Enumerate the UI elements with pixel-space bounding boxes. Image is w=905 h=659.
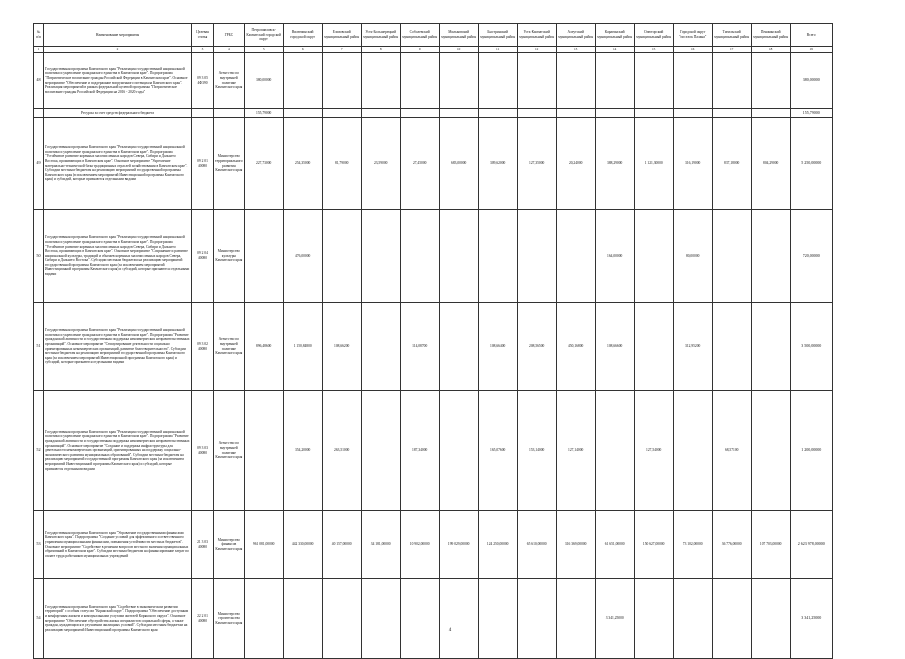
municipal-value xyxy=(673,391,712,511)
table-row xyxy=(34,511,833,579)
row-number: 48 xyxy=(34,53,44,109)
row-total: 2 623 978,00000 xyxy=(790,511,832,579)
municipal-value xyxy=(439,303,478,391)
budget-administrator: Министерство культуры Камчатского края xyxy=(214,210,245,303)
column-header: Наименование мероприятия xyxy=(44,24,192,47)
municipal-value xyxy=(751,109,790,118)
row-number: 49 xyxy=(34,118,44,210)
column-header: Быстринский муниципальный район xyxy=(478,24,517,47)
activity-name: Государственная программа Камчатского края "Реализация государственной национальной политики и укрепление гражданского единства в Камчатском крае". Подпрограмма "Устойчивое развитие коренных малочисленных народов Севера, Сибири и Дальнего Востока, проживающих в Камчатском крае". Основное мероприятие "Сохранение и развитие национальной культуры, традиций и обычаев коренных малочисленных народов Севера, Сибири и Дальнего Востока". Субсидии местным бюджетам на реализацию мероприятий государственной программы Камчатского края (за исключением мероприятий Инвестиционной программы Камчатского края) и субсидий, которые признаются отдельными видами xyxy=(44,210,192,303)
municipal-value: 476,00000 xyxy=(283,210,322,303)
municipal-value xyxy=(712,210,751,303)
municipal-value: 23,59000 xyxy=(361,118,400,210)
municipal-value xyxy=(283,109,322,118)
column-header: Вилючинский городской округ xyxy=(283,24,322,47)
row-total: 155,79000 xyxy=(790,109,832,118)
municipal-value xyxy=(751,579,790,659)
municipal-value xyxy=(478,579,517,659)
table-row xyxy=(34,118,833,210)
municipal-value: 81,79000 xyxy=(322,118,361,210)
column-header: Усть-Большерецкий муниципальный район xyxy=(361,24,400,47)
municipal-value: 34 181,00000 xyxy=(361,511,400,579)
table-row xyxy=(34,579,833,659)
budget-administrator: Агентство по внутренней политике Камчатского края xyxy=(214,391,245,511)
column-number: 1 xyxy=(34,47,44,53)
municipal-value xyxy=(361,391,400,511)
municipal-value xyxy=(517,109,556,118)
municipal-value: 68,57100 xyxy=(712,391,751,511)
column-header: Городской округ "поселок Палана" xyxy=(673,24,712,47)
budget-administrator: Министерство территориального развития Камчатского края xyxy=(214,118,245,210)
municipal-value xyxy=(634,53,673,109)
municipal-value: 837,18000 xyxy=(712,118,751,210)
municipal-value: 1 150,84800 xyxy=(283,303,322,391)
municipal-value xyxy=(322,109,361,118)
municipal-value xyxy=(634,303,673,391)
municipal-value xyxy=(322,210,361,303)
column-header: Карагинский муниципальный район xyxy=(595,24,634,47)
row-total: 3 500,00000 xyxy=(790,303,832,391)
municipal-value xyxy=(751,210,790,303)
column-number: 3 xyxy=(192,47,214,53)
municipal-value xyxy=(556,109,595,118)
column-number: 19 xyxy=(790,47,832,53)
municipal-value: 127,35000 xyxy=(517,118,556,210)
municipal-value: 316,19000 xyxy=(673,118,712,210)
municipal-value: 65 610,00000 xyxy=(517,511,556,579)
municipal-value: 227,73000 xyxy=(244,118,283,210)
municipal-value: 73 102,00000 xyxy=(673,511,712,579)
column-number: 7 xyxy=(322,47,361,53)
column-header: Всего xyxy=(790,24,832,47)
column-number: 12 xyxy=(517,47,556,53)
municipal-value: 263,51000 xyxy=(322,391,361,511)
municipal-value xyxy=(751,303,790,391)
row-total: 380,00000 xyxy=(790,53,832,109)
column-header: Усть-Камчатский муниципальный район xyxy=(517,24,556,47)
municipal-value: 107 703,00000 xyxy=(751,511,790,579)
municipal-value: 165,07600 xyxy=(478,391,517,511)
row-number: 52 xyxy=(34,391,44,511)
municipal-value xyxy=(439,210,478,303)
municipal-value xyxy=(595,53,634,109)
municipal-value: 80,00000 xyxy=(673,210,712,303)
municipal-value xyxy=(439,109,478,118)
municipal-value: 254,35000 xyxy=(283,118,322,210)
table-row xyxy=(34,53,833,109)
budget-administrator xyxy=(214,109,245,118)
page-number: 4 xyxy=(448,628,452,633)
municipal-value xyxy=(556,53,595,109)
municipal-value: 683,00000 xyxy=(439,118,478,210)
activity-name: Государственная программа Камчатского края "Реализация государственной национальной политики и укрепление гражданского единства в Камчатском крае". Подпрограмма "Развитие гражданской активности и государственная поддержка некоммерческих неправительственных организаций". Основное мероприятие "Стимулирование деятельности социально ориентированных некоммерческих организаций, развитие благотворительности". Субсидии местным бюджетам на реализацию мероприятий государственной программы Камчатского края (за исключением мероприятий Инвестиционной программы Камчатского края) и субсидий, которые признаются отдельными видами xyxy=(44,303,192,391)
target-article-code xyxy=(192,109,214,118)
municipal-value: 153,14000 xyxy=(517,391,556,511)
table-row xyxy=(34,303,833,391)
municipal-value: 124 250,00000 xyxy=(478,511,517,579)
column-number: 17 xyxy=(712,47,751,53)
target-article-code: 09 3 05 4Ф390 xyxy=(192,53,214,109)
municipal-value: 36 776,00000 xyxy=(712,511,751,579)
column-number: 14 xyxy=(595,47,634,53)
municipal-value: 164,00000 xyxy=(595,210,634,303)
municipal-value: 309,62000 xyxy=(478,118,517,210)
activity-name: Государственная программа Камчатского края "Управление государственными финансами Камчатского края". Подпрограмма "Создание условий для эффективного и ответственного управления муниципальными финансами, повышения устойчивости местных бюджетов". Основное мероприятие "Содействие в решении вопросов местного значения муниципальных образований в Камчатском крае". Субсидии местным бюджетам на финансирование затрат по оплате труда работников муниципальных учреждений xyxy=(44,511,192,579)
target-article-code: 21 3 03 40080 xyxy=(192,511,214,579)
municipal-value xyxy=(400,210,439,303)
municipal-value xyxy=(556,210,595,303)
column-number: 8 xyxy=(361,47,400,53)
municipal-value: 27,45000 xyxy=(400,118,439,210)
municipal-value: 380,00000 xyxy=(244,53,283,109)
table-row xyxy=(34,210,833,303)
municipal-value xyxy=(439,391,478,511)
column-number: 11 xyxy=(478,47,517,53)
municipal-value: 114,08700 xyxy=(400,303,439,391)
municipal-value xyxy=(712,109,751,118)
municipal-value: 3 341,25000 xyxy=(595,579,634,659)
column-number: 2 xyxy=(44,47,192,53)
row-total: 720,00000 xyxy=(790,210,832,303)
municipal-value xyxy=(478,210,517,303)
municipal-value xyxy=(361,303,400,391)
column-header: Олюторский муниципальный район xyxy=(634,24,673,47)
municipal-value: 108,66600 xyxy=(595,303,634,391)
municipal-value xyxy=(595,391,634,511)
column-number: 16 xyxy=(673,47,712,53)
municipal-value xyxy=(283,579,322,659)
municipal-value xyxy=(361,579,400,659)
column-number: 9 xyxy=(400,47,439,53)
column-header: Алеутский муниципальный район xyxy=(556,24,595,47)
target-article-code: 22 2 01 40080 xyxy=(192,579,214,659)
municipal-value xyxy=(322,53,361,109)
column-header: Пенжинский муниципальный район xyxy=(751,24,790,47)
municipal-value xyxy=(478,109,517,118)
municipal-value: 10 902,00000 xyxy=(400,511,439,579)
municipal-value: 127,14000 xyxy=(556,391,595,511)
column-number: 18 xyxy=(751,47,790,53)
municipal-value xyxy=(439,579,478,659)
municipal-value xyxy=(478,53,517,109)
municipal-value xyxy=(439,53,478,109)
municipal-value: 108,66200 xyxy=(322,303,361,391)
municipal-value xyxy=(712,53,751,109)
budget-administrator: Агентство по внутренней политике Камчатского края xyxy=(214,53,245,109)
budget-administrator: Министерство строительства Камчатского края xyxy=(214,579,245,659)
subtotal-row xyxy=(34,109,833,118)
municipal-value xyxy=(400,579,439,659)
municipal-value xyxy=(517,210,556,303)
municipal-value xyxy=(517,53,556,109)
municipal-value: 354,20000 xyxy=(283,391,322,511)
municipal-value xyxy=(634,579,673,659)
municipal-value xyxy=(244,579,283,659)
column-header: Елизовский муниципальный район xyxy=(322,24,361,47)
row-number: 53 xyxy=(34,511,44,579)
municipal-value xyxy=(400,53,439,109)
municipal-value xyxy=(322,579,361,659)
column-header: Соболевский муниципальный район xyxy=(400,24,439,47)
municipal-value: 108,66400 xyxy=(478,303,517,391)
municipal-value: 450,16800 xyxy=(556,303,595,391)
municipal-value xyxy=(283,53,322,109)
municipal-value: 896,48600 xyxy=(244,303,283,391)
column-header: Тигильский муниципальный район xyxy=(712,24,751,47)
municipal-value: 61 651,00000 xyxy=(595,511,634,579)
municipal-value: 150 627,00000 xyxy=(634,511,673,579)
target-article-code: 09 2 01 40080 xyxy=(192,118,214,210)
column-header: ГРБС xyxy=(214,24,245,47)
municipal-value xyxy=(400,109,439,118)
municipal-value: 40 157,00000 xyxy=(322,511,361,579)
column-number: 13 xyxy=(556,47,595,53)
municipal-value: 961 081,00000 xyxy=(244,511,283,579)
municipal-value xyxy=(556,579,595,659)
table-body xyxy=(34,53,833,659)
municipal-value xyxy=(673,53,712,109)
budget-table xyxy=(33,23,833,659)
column-header: № п/п xyxy=(34,24,44,47)
municipal-value xyxy=(634,210,673,303)
budget-administrator: Агентство по внутренней политике Камчатского края xyxy=(214,303,245,391)
municipal-value xyxy=(361,53,400,109)
municipal-value xyxy=(673,579,712,659)
municipal-value xyxy=(517,579,556,659)
table-row xyxy=(34,391,833,511)
header-row xyxy=(34,24,833,47)
row-number xyxy=(34,109,44,118)
municipal-value: 388,29000 xyxy=(595,118,634,210)
row-number: 51 xyxy=(34,303,44,391)
municipal-value xyxy=(751,53,790,109)
budget-administrator: Министерство финансов Камчатского края xyxy=(214,511,245,579)
municipal-value: 804,29000 xyxy=(751,118,790,210)
column-number: 4 xyxy=(214,47,245,53)
target-article-code: 09 2 04 40080 xyxy=(192,210,214,303)
activity-name: Государственная программа Камчатского края "Реализация государственной национальной политики и укрепление гражданского единства в Камчатском крае". Подпрограмма "Развитие гражданской активности и государственная поддержка некоммерческих неправительственных организаций". Основное мероприятие "Создание и поддержка инфраструктуры для деятельности некоммерческих организаций, ориентированных на поддержку социально-экономического развития муниципальных образований". Субсидии местным бюджетам на реализацию мероприятий государственной программы Камчатского края (за исключением мероприятий Инвестиционной программы Камчатского края) и субсидий, которые признаются отдельными видами xyxy=(44,391,192,511)
municipal-value xyxy=(673,109,712,118)
activity-name: Государственная программа Камчатского края "Содействие в экономическом развитии территорий" с особым статусом "Корякский округ". Подпрограмма "Обеспечение доступным и комфортным жильем и коммунальными услугами жителей Корякского округа". Основное мероприятие "Обеспечение обустройства жилья специалистов социальной сферы, а также граждан, нуждающихся в улучшении жилищных условий". Субсидии местным бюджетам на реализацию мероприятий Инвестиционной программы Камчатского края xyxy=(44,579,192,659)
municipal-value: 187,34000 xyxy=(400,391,439,511)
municipal-value: 155,79000 xyxy=(244,109,283,118)
row-number: 54 xyxy=(34,579,44,659)
activity-name: Государственная программа Камчатского края "Реализация государственной национальной политики и укрепление гражданского единства в Камчатском крае". Подпрограмма "Патриотическое воспитание граждан Российской Федерации в Камчатском крае". Основное мероприятие "Обеспечение и поддержание вооруженного потенциала Камчатского края". Реализация мероприятий в рамках федеральной целевой программы "Патриотическое воспитание граждан Российской Федерации на 2016 - 2020 годы" xyxy=(44,53,192,109)
municipal-value: 442 330,00000 xyxy=(283,511,322,579)
column-number: 15 xyxy=(634,47,673,53)
municipal-value xyxy=(712,579,751,659)
municipal-value: 199 029,00000 xyxy=(439,511,478,579)
municipal-value: 312,95200 xyxy=(673,303,712,391)
municipal-value xyxy=(361,210,400,303)
municipal-value: 1 121,30000 xyxy=(634,118,673,210)
municipal-value xyxy=(244,391,283,511)
column-header: Мильковский муниципальный район xyxy=(439,24,478,47)
column-number: 5 xyxy=(244,47,283,53)
activity-name: Государственная программа Камчатского края "Реализация государственной национальной политики и укрепление гражданского единства в Камчатском крае". Подпрограмма "Устойчивое развитие коренных малочисленных народов Севера, Сибири и Дальнего Востока, проживающих в Камчатском крае". Основное мероприятие "Укрепление материально-технической базы традиционных отраслей хозяйствования в Камчатском крае". Субсидии местным бюджетам на реализацию мероприятий государственной программы Камчатского края (в исключением мероприятий Инвестиционной программы Камчатского края) и субсидий, которые признаются отдельными видами xyxy=(44,118,192,210)
municipal-value: 127,54000 xyxy=(634,391,673,511)
municipal-value: 316 369,00000 xyxy=(556,511,595,579)
activity-name: Ресурсы за счет средств федерального бюджета xyxy=(44,109,192,118)
municipal-value xyxy=(361,109,400,118)
target-article-code: 09 3 02 40080 xyxy=(192,303,214,391)
municipal-value xyxy=(595,109,634,118)
row-total: 3 341,25000 xyxy=(790,579,832,659)
municipal-value xyxy=(751,391,790,511)
target-article-code: 09 3 03 40080 xyxy=(192,391,214,511)
municipal-value: 208,56500 xyxy=(517,303,556,391)
municipal-value: 20,24000 xyxy=(556,118,595,210)
row-total: 1 200,00000 xyxy=(790,391,832,511)
municipal-value xyxy=(712,303,751,391)
municipal-value xyxy=(634,109,673,118)
municipal-value xyxy=(244,210,283,303)
row-total: 5 250,00000 xyxy=(790,118,832,210)
column-header: Петропавловск-Камчатский городской округ xyxy=(244,24,283,47)
column-header: Целевая статья xyxy=(192,24,214,47)
column-number: 10 xyxy=(439,47,478,53)
row-number: 50 xyxy=(34,210,44,303)
column-number: 6 xyxy=(283,47,322,53)
